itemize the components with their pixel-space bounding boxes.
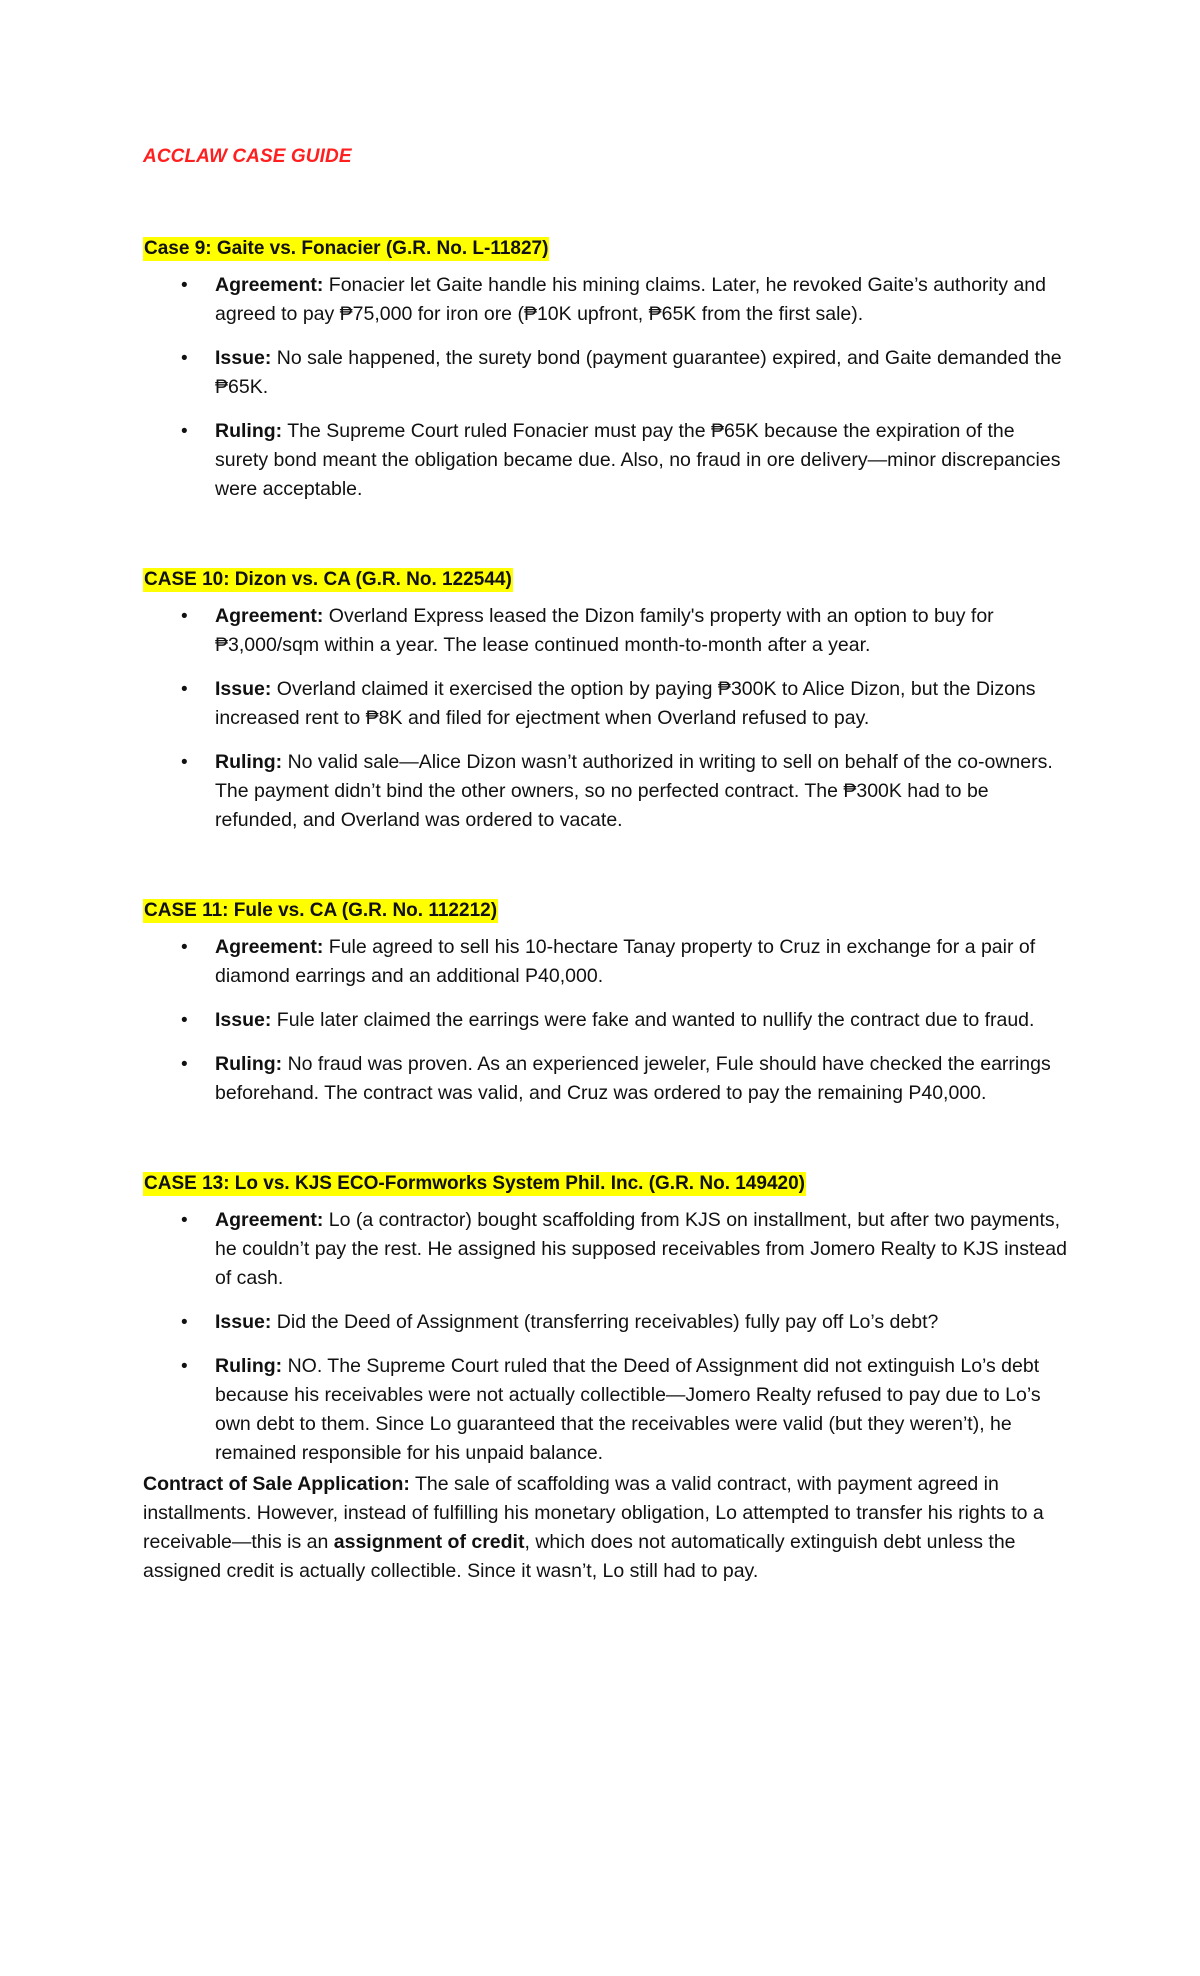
case-section <box>143 237 1070 504</box>
bullet-icon: • <box>181 1010 188 1031</box>
point-label: Issue: <box>215 1009 272 1031</box>
bullet-icon: • <box>181 1312 188 1333</box>
list-item <box>143 748 1070 835</box>
point-text: No fraud was proven. As an experienced jeweler, Fule should have checked the earrings beforehand. The contract was valid, and Cruz was ordered to pay the remaining P40,000. <box>215 1053 1051 1104</box>
list-item <box>143 271 1070 329</box>
point-text: Fule later claimed the earrings were fake and wanted to nullify the contract due to fraud. <box>271 1009 1035 1031</box>
case-heading: Case 9: Gaite vs. Fonacier (G.R. No. L-11827) <box>144 238 549 259</box>
document-title: ACCLAW CASE GUIDE <box>143 146 352 167</box>
point-label: Issue: <box>215 347 272 369</box>
bullet-icon: • <box>181 606 188 627</box>
point-text: NO. The Supreme Court ruled that the Deed of Assignment did not extinguish Lo’s debt because his receivables were not actually collectible—Jomero Realty refused to pay due to Lo’s own debt to them. Since Lo guaranteed that the receivables were valid (but they weren’t), he remained responsible for his unpaid balance. <box>215 1355 1041 1464</box>
list-item <box>143 1050 1070 1108</box>
case-points-list <box>143 1206 1070 1468</box>
point-label: Ruling: <box>215 1355 283 1377</box>
point-label: Ruling: <box>215 751 283 773</box>
list-item <box>143 933 1070 991</box>
case-section <box>143 568 1070 835</box>
point-text: Overland Express leased the Dizon family's property with an option to buy for ₱3,000/sqm within a year. The lease continued month-to-month after a year. <box>215 605 994 656</box>
point-label: Issue: <box>215 678 272 700</box>
bullet-icon: • <box>181 421 188 442</box>
list-item <box>143 675 1070 733</box>
application-label: Contract of Sale Application: <box>143 1473 410 1495</box>
point-label: Agreement: <box>215 1209 324 1231</box>
list-item <box>143 1006 1070 1035</box>
list-item <box>143 344 1070 402</box>
case-heading: CASE 10: Dizon vs. CA (G.R. No. 122544) <box>144 569 512 590</box>
point-text: No valid sale—Alice Dizon wasn’t authorized in writing to sell on behalf of the co-owners. The payment didn’t bind the other owners, so no perfected contract. The ₱300K had to be refunded, and Overland was ordered to vacate. <box>215 751 1053 831</box>
list-item <box>143 1352 1070 1468</box>
bullet-icon: • <box>181 752 188 773</box>
case-points-list <box>143 271 1070 504</box>
point-label: Agreement: <box>215 274 324 296</box>
bullet-icon: • <box>181 937 188 958</box>
list-item <box>143 1308 1070 1337</box>
case-section <box>143 899 1070 1108</box>
application-text: , which does not automatically extinguish debt unless the assigned credit is actually collectible. Since it wasn’t, Lo still had to pay. <box>143 1531 1016 1582</box>
bullet-icon: • <box>181 679 188 700</box>
application-text: The sale of scaffolding was a valid contract, with payment agreed in installments. However, instead of fulfilling his monetary obligation, Lo attempted to transfer his rights to a receivable—this is an <box>143 1473 1044 1553</box>
bullet-icon: • <box>181 1210 188 1231</box>
application-bold-term: assignment of credit <box>333 1531 525 1553</box>
point-text: The Supreme Court ruled Fonacier must pay the ₱65K because the expiration of the surety bond meant the obligation became due. Also, no fraud in ore delivery—minor discrepancies were acceptable. <box>215 420 1061 500</box>
point-text: Did the Deed of Assignment (transferring receivables) fully pay off Lo’s debt? <box>271 1311 939 1333</box>
list-item <box>143 602 1070 660</box>
bullet-icon: • <box>181 1356 188 1377</box>
list-item <box>143 1206 1070 1293</box>
bullet-icon: • <box>181 348 188 369</box>
point-text: Lo (a contractor) bought scaffolding from KJS on installment, but after two payments, he couldn’t pay the rest. He assigned his supposed receivables from Jomero Realty to KJS instead of cash. <box>215 1209 1067 1289</box>
point-text: Fule agreed to sell his 10-hectare Tanay property to Cruz in exchange for a pair of diamond earrings and an additional P40,000. <box>215 936 1036 987</box>
bullet-icon: • <box>181 1054 188 1075</box>
point-label: Agreement: <box>215 936 324 958</box>
case-heading: CASE 11: Fule vs. CA (G.R. No. 112212) <box>144 900 498 921</box>
list-item <box>143 417 1070 504</box>
point-text: Overland claimed it exercised the option by paying ₱300K to Alice Dizon, but the Dizons increased rent to ₱8K and filed for ejectment when Overland refused to pay. <box>215 678 1036 729</box>
point-text: No sale happened, the surety bond (payment guarantee) expired, and Gaite demanded the ₱65K. <box>215 347 1062 398</box>
point-label: Issue: <box>215 1311 272 1333</box>
case-section <box>143 1172 1070 1468</box>
case-heading: CASE 13: Lo vs. KJS ECO-Formworks System Phil. Inc. (G.R. No. 149420) <box>144 1173 805 1194</box>
point-label: Agreement: <box>215 605 324 627</box>
bullet-icon: • <box>181 275 188 296</box>
case-points-list <box>143 933 1070 1108</box>
case-points-list <box>143 602 1070 835</box>
point-label: Ruling: <box>215 420 283 442</box>
point-text: Fonacier let Gaite handle his mining claims. Later, he revoked Gaite’s authority and agreed to pay ₱75,000 for iron ore (₱10K upfront, ₱65K from the first sale). <box>215 274 1046 325</box>
point-label: Ruling: <box>215 1053 283 1075</box>
application-paragraph <box>143 1470 1070 1586</box>
